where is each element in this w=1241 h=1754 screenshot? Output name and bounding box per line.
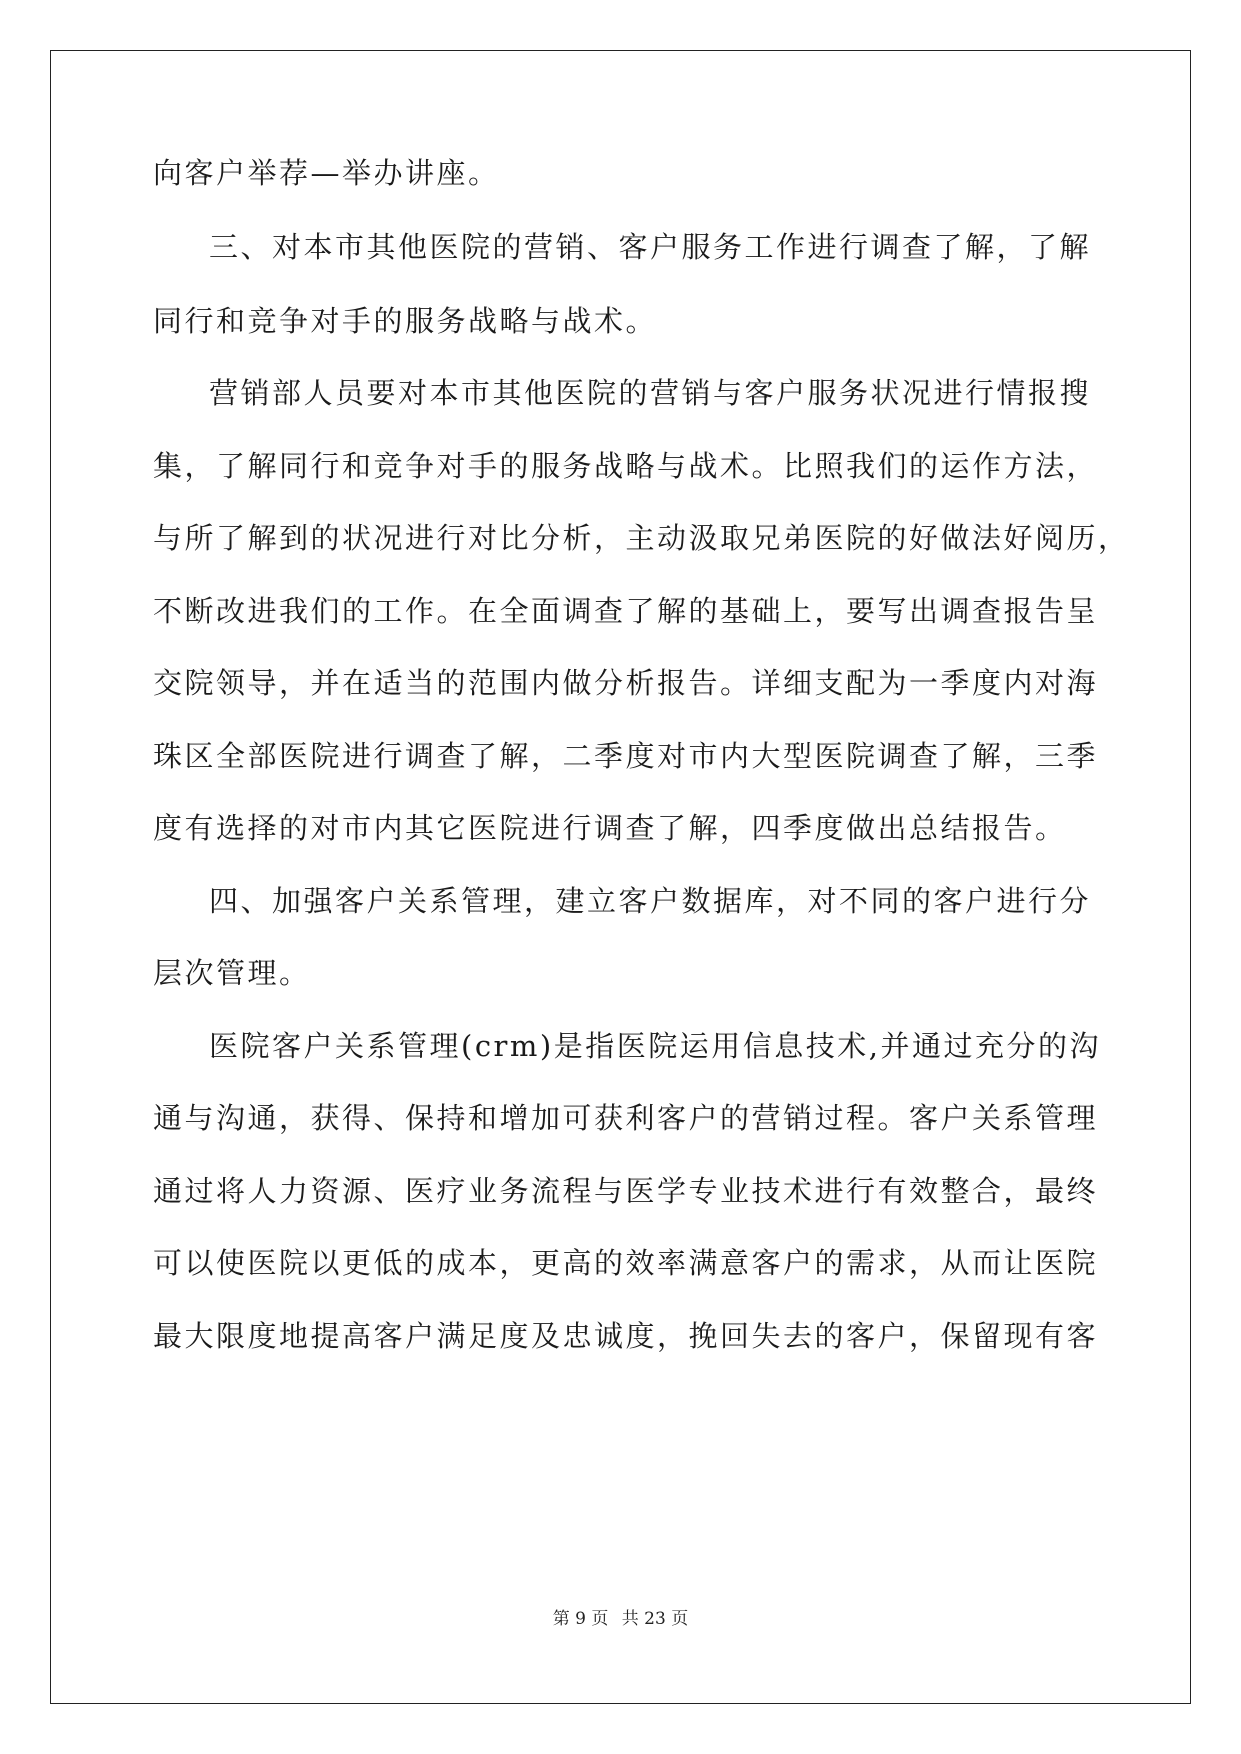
page-border — [50, 50, 1191, 1704]
text-line: 可以使医院以更低的成本，更高的效率满意客户的需求，从而让医院 — [153, 1246, 1099, 1280]
text-line: 最大限度地提高客户满足度及忠诚度，挽回失去的客户，保留现有客 — [153, 1319, 1099, 1353]
text-line: 度有选择的对市内其它医院进行调查了解，四季度做出总结报告。 — [153, 811, 1067, 845]
text-line: 集，了解同行和竞争对手的服务战略与战术。比照我们的运作方法， — [153, 449, 1099, 483]
text-line: 通与沟通，获得、保持和增加可获利客户的营销过程。客户关系管理 — [153, 1101, 1099, 1135]
page-footer — [0, 1608, 1241, 1630]
text-line: 不断改进我们的工作。在全面调查了解的基础上，要写出调查报告呈 — [153, 594, 1099, 628]
text-line: 同行和竞争对手的服务战略与战术。 — [153, 304, 658, 338]
section-heading-4: 四、加强客户关系管理，建立客户数据库，对不同的客户进行分 — [209, 884, 1092, 918]
total-pages: 共 23 页 — [621, 1609, 689, 1629]
text-line: 珠区全部医院进行调查了解，二季度对市内大型医院调查了解，三季 — [153, 739, 1099, 773]
current-page-number: 第 9 页 — [552, 1609, 609, 1629]
text-line: 向客户举荐—举办讲座。 — [153, 156, 500, 190]
text-line: 交院领导，并在适当的范围内做分析报告。详细支配为一季度内对海 — [153, 666, 1099, 700]
text-line: 层次管理。 — [153, 956, 311, 990]
text-line: 通过将人力资源、医疗业务流程与医学专业技术进行有效整合，最终 — [153, 1174, 1099, 1208]
paragraph-start: 医院客户关系管理(crm)是指医院运用信息技术,并通过充分的沟 — [209, 1029, 1101, 1063]
section-heading-3: 三、对本市其他医院的营销、客户服务工作进行调查了解，了解 — [209, 230, 1092, 264]
text-line: 与所了解到的状况进行对比分析，主动汲取兄弟医院的好做法好阅历， — [153, 521, 1130, 555]
paragraph-start: 营销部人员要对本市其他医院的营销与客户服务状况进行情报搜 — [209, 376, 1092, 410]
